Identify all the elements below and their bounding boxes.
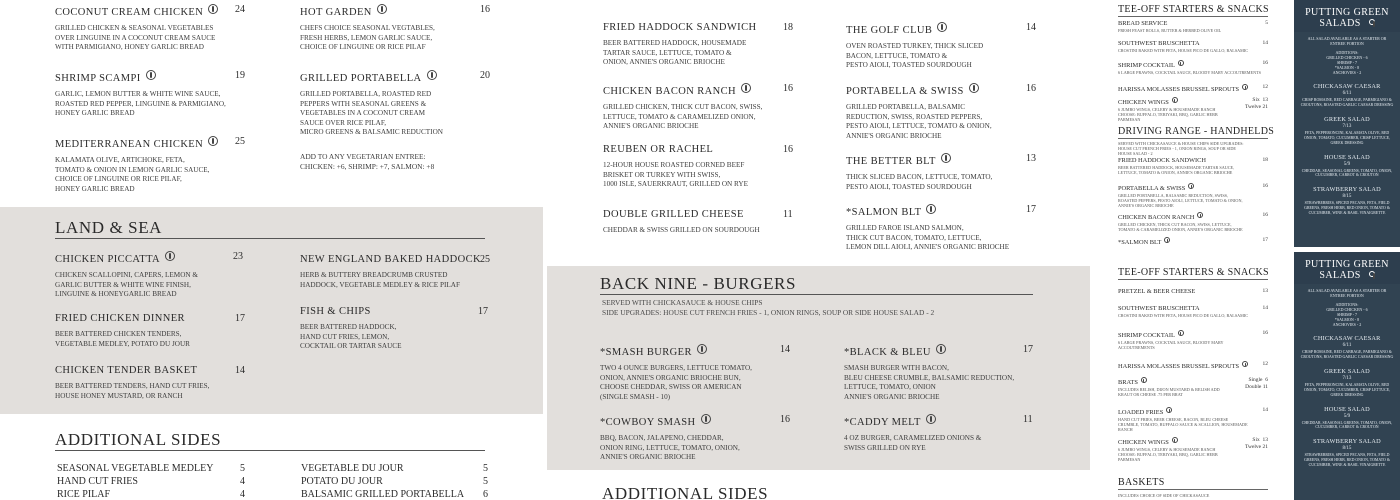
- side-item: SEASONAL VEGETABLE MEDLEY 5: [57, 463, 245, 474]
- menu-item: SOUTHWEST BRUSCHETTA 14 CROSTINI BAKED WITH FETA, HOUSE PICO DE GALLO, BALSAMIC: [1118, 40, 1268, 53]
- vegetarian-icon: [937, 22, 947, 32]
- section-rule: [55, 238, 485, 239]
- item-desc: GRILLED PORTABELLA, BALSAMIC REDUCTION, SWISS, ROASTED PEPPERS, PESTO AIOLI, LETTUCE, TOMATO & ONION, ANNIE'S ORGANIC BRIOCHE: [846, 103, 992, 140]
- menu-page-thumbnail-salads: [1294, 0, 1400, 500]
- menu-item: HARISSA MOLASSES BRUSSEL SPROUTS 12: [1118, 361, 1268, 370]
- menu-item: MEDITERRANEAN CHICKEN 25 KALAMATA OLIVE, ARTICHOKE, FETA, TOMATO & ONION IN LEMON GARLIC SAUCE, CHOICE OF LINGUINE OR RICE PILAF, HONEY GARLIC BREAD: [55, 136, 245, 193]
- menu-item: *CADDY MELT 11 4 OZ BURGER, CARAMELIZED ONIONS & SWISS GRILLED ON RYE: [844, 414, 1039, 453]
- vegetarian-icon: [1242, 84, 1248, 90]
- menu-item: FRIED HADDOCK SANDWICH 18 BEER BATTERED HADDOCK, HOUSEMADE TARTAR SAUCE, LETTUCE, TOMATO & ONION, ANNIE'S ORGANIC BRIOCHE: [603, 22, 798, 68]
- vegetarian-icon: [926, 204, 936, 214]
- menu-page-entrees: [0, 0, 543, 500]
- menu-item: CHICKEN BACON RANCH 16 GRILLED CHICKEN, THICK CUT BACON, SWISS, LETTUCE, TOMATO & CARAMELIZED ONION, ANNIE'S ORGANIC BRIOCHE: [603, 83, 798, 132]
- item-price: 17: [1026, 204, 1036, 215]
- side-item: POTATO DU JOUR 5: [301, 476, 488, 487]
- menu-item: COCONUT CREAM CHICKEN 24 GRILLED CHICKEN & SEASONAL VEGETABLES OVER LINGUINE IN A COCONUT CREAM SAUCE WITH PARMIGIANO, HONEY GARLIC BREAD: [55, 4, 245, 52]
- item-desc: BEER BATTERED TENDERS, HAND CUT FRIES, HOUSE HONEY MUSTARD, OR RANCH: [55, 382, 210, 400]
- menu-item: SHRIMP COCKTAIL 16 6 LARGE PRAWNS, COCKTAIL SAUCE, BLOODY MARY ACCOUTREMENTS: [1118, 330, 1268, 351]
- item-price: 25: [235, 136, 245, 147]
- section-title-land-sea: LAND & SEA: [55, 218, 163, 237]
- item-price: 16: [783, 83, 793, 94]
- vegetarian-icon: [1197, 212, 1203, 218]
- item-desc: CHEDDAR & SWISS GRILLED ON SOURDOUGH: [603, 226, 760, 234]
- item-desc: CHEFS CHOICE SEASONAL VEGTABLES, FRESH HERBS, LEMON GARLIC SAUCE, CHOICE OF LINGUINE OR RICE PILAF: [300, 24, 435, 52]
- vegetarian-icon: [427, 70, 437, 80]
- item-desc: GARLIC, LEMON BUTTER & WHITE WINE SAUCE, ROASTED RED PEPPER, LINGUINE & PARMIGIANO, HONEY GARLIC BREAD: [55, 90, 226, 118]
- menu-item: *COWBOY SMASH 16 BBQ, BACON, JALAPENO, CHEDDAR, ONION RING, LETTUCE, TOMATO, ONION, ANNIE'S ORGANIC BRIOCHE: [600, 414, 795, 463]
- vegetarian-icon: [741, 83, 751, 93]
- menu-item: HARISSA MOLASSES BRUSSEL SPROUTS 12: [1118, 84, 1268, 93]
- menu-item: THE GOLF CLUB 14 OVEN ROASTED TURKEY, THICK SLICED BACON, LETTUCE, TOMATO & PESTO AIOLI, TOASTED SOURDOUGH: [846, 22, 1041, 71]
- menu-page-handhelds: [547, 0, 1090, 500]
- burgers-subtitle: SERVED WITH CHICKASAUCE & HOUSE CHIPS SIDE UPGRADES: HOUSE CUT FRENCH FRIES - 1, ONION RINGS, SOUP OR SIDE HOUSE SALAD - 2: [602, 298, 935, 317]
- section-note: INCLUDES CHOICE OF SIDE OF CHICKASAUCE: [1118, 493, 1210, 498]
- section-title: TEE-OFF STARTERS & SNACKS: [1118, 267, 1269, 278]
- item-desc: CHICKEN SCALLOPINI, CAPERS, LEMON & GARLIC BUTTER & WHITE WINE FINISH, LINGUINE & HONEYGARLIC BREAD: [55, 271, 198, 299]
- section-note: SERVED WITH CHICKASAUCE & HOUSE CHIPS SIDE UPGRADES: HOUSE CUT FRENCH FRIES - 1, ONION RINGS, SOUP OR SIDE HOUSE SALAD - 2: [1118, 141, 1244, 157]
- item-price: 14: [235, 365, 245, 376]
- salad-name: STRAWBERRY SALAD: [1313, 438, 1381, 446]
- item-price: 18: [783, 22, 793, 33]
- item-price: 19: [235, 70, 245, 81]
- vegetarian-icon: [377, 4, 387, 14]
- vegetarian-icon: [165, 251, 175, 261]
- section-title-sides: ADDITIONAL SIDES: [602, 484, 769, 500]
- addon-note: ADD TO ANY VEGETARIAN ENTREE: CHICKEN: +6, SHRIMP: +7, SALMON: +8: [300, 152, 435, 171]
- salads-panel: ALL SALAD AVAILABLE AS A STARTER OR ENTREE PORTION ADDITIONS: GRILLED CHICKEN - 6 SHRIMP - 7 *SALMON - 8 ANCHOVIES - 2 CHICKASAW CAESAR 6/11 CRISP ROMAINE, RED CABBAGE, PARMIGIANO & CROUTONS, ROASTED GARLIC CAESAR DRESSING GREEK SALAD 7/13 FETA, PEPPERONCINI, KALAMATA OLIVE, RED ONION, TOMATO, CUCUMBER, CRISP LETTUCE, GREEK DRESSING HOUSE SALAD 5/9 CHEDDAR, SEASONAL GREENS, TOMATO, ONION, CUCUMBER, CARROT & CROUTON STRAWBERRY SALAD 8/15 STRAWBERRIES, SPICED PECANS, FETA, FIELD GREENS, FRESH HERB, RED ONION, TOMATO & CUCUMBER, WINE & BASIL VINAIGRETTE: [1294, 32, 1400, 247]
- item-desc: KALAMATA OLIVE, ARTICHOKE, FETA, TOMATO & ONION IN LEMON GARLIC SAUCE, CHOICE OF LINGUINE OR RICE PILAF, HONEY GARLIC BREAD: [55, 156, 210, 193]
- menu-item: CHICKEN WINGS Six 13 Twelve 21 6 JUMBO WINGS, CELERY & HOUSEMADE RANCH CHOOSE: BUFFALO, TERIYAKI, BBQ, GARLIC HERB PARMESAN: [1118, 437, 1268, 463]
- item-desc: THICK SLICED BACON, LETTUCE, TOMATO, PESTO AIOLI, TOASTED SOURDOUGH: [846, 173, 993, 191]
- salad-name: CHICKASAW CAESAR: [1313, 335, 1381, 342]
- item-price: 16: [780, 414, 790, 425]
- item-price: 23: [233, 251, 243, 262]
- menu-item: BRATS Single 6 Double 11 INCLUDES RELISH, DIJON MUSTARD & RELISH ADD KRAUT OR CHEESE .75 PER BRAT: [1118, 377, 1268, 398]
- menu-item: GRILLED PORTABELLA 20 GRILLED PORTABELLA, ROASTED RED PEPPERS WITH SEASONAL GREENS & VEGETABLES IN A COCONUT CREAM SAUCE OVER RICE PILAF, MICRO GREENS & BALSAMIC REDUCTION: [300, 70, 490, 137]
- salads-panel: ALL SALAD AVAILABLE AS A STARTER OR ENTREE PORTION ADDITIONS: GRILLED CHICKEN - 6 SHRIMP - 7 *SALMON - 8 ANCHOVIES - 2 CHICKASAW CAESAR 6/11 CRISP ROMAINE, RED CABBAGE, PARMIGIANO & CROUTONS, ROASTED GARLIC CAESAR DRESSING GREEK SALAD 7/13 FETA, PEPPERONCINI, KALAMATA OLIVE, RED ONION, TOMATO, CUCUMBER, CRISP LETTUCE, GREEK DRESSING HOUSE SALAD 5/9 CHEDDAR, SEASONAL GREENS, TOMATO, ONION, CUCUMBER, CARROT & CROUTON STRAWBERRY SALAD 8/15 STRAWBERRIES, SPICED PECANS, FETA, FIELD GREENS, FRESH HERB, RED ONION, TOMATO & CUCUMBER, WINE & BASIL VINAIGRETTE: [1294, 284, 1400, 500]
- item-price: 13: [1026, 153, 1036, 164]
- item-desc: 12-HOUR HOUSE ROASTED CORNED BEEF BRISKET OR TURKEY WITH SWISS, 1000 ISLE, SAUERKRAUT, GRILLED ON RYE: [603, 161, 749, 189]
- item-price: 16: [1026, 83, 1036, 94]
- menu-item: *BLACK & BLEU 17 SMASH BURGER WITH BACON, BLEU CHEESE CRUMBLE, BALSAMIC REDUCTION, LETTUCE, TOMATO, ONION ANNIE'S ORGANIC BRIOCHE: [844, 344, 1039, 402]
- item-price: 24: [235, 4, 245, 15]
- salad-name: STRAWBERRY SALAD: [1313, 186, 1381, 194]
- section-rule: [1118, 138, 1268, 139]
- menu-item: FRIED HADDOCK SANDWICH 18 BEER BATTERED HADDOCK, HOUSEMADE TARTAR SAUCE, LETTUCE, TOMATO & ONION, ANNIE'S ORGANIC BRIOCHE: [1118, 157, 1268, 176]
- menu-item: CHICKEN PICCATTA 23 CHICKEN SCALLOPINI, CAPERS, LEMON & GARLIC BUTTER & WHITE WINE FINISH, LINGUINE & HONEYGARLIC BREAD: [55, 251, 243, 299]
- vegetarian-icon: [208, 136, 218, 146]
- menu-item: FRIED CHICKEN DINNER 17 BEER BATTERED CHICKEN TENDERS, VEGETABLE MEDLEY, POTATO DU JOUR: [55, 313, 245, 348]
- menu-item: *SALMON BLT 17 GRILLED FAROE ISLAND SALMON, THICK CUT BACON, TOMATO, LETTUCE, LEMON DILL AIOLI, ANNIE'S ORGANIC BRIOCHE: [846, 204, 1041, 253]
- item-desc: BBQ, BACON, JALAPENO, CHEDDAR, ONION RING, LETTUCE, TOMATO, ONION, ANNIE'S ORGANIC BRIOCHE: [600, 434, 740, 462]
- menu-item: BREAD SERVICE 5 FRESH FEAST ROLLS, BUTTER & HERBED OLIVE OIL: [1118, 20, 1268, 33]
- vegetarian-icon: [926, 414, 936, 424]
- item-price: 16: [480, 4, 490, 15]
- menu-item: REUBEN OR RACHEL 16 12-HOUR HOUSE ROASTED CORNED BEEF BRISKET OR TURKEY WITH SWISS, 1000 ISLE, SAUERKRAUT, GRILLED ON RYE: [603, 144, 798, 190]
- salad-name: GREEK SALAD: [1324, 115, 1370, 123]
- vegetarian-icon: [1369, 271, 1375, 277]
- vegetarian-icon: [941, 153, 951, 163]
- item-price: 17: [478, 306, 488, 317]
- vegetarian-icon: [697, 344, 707, 354]
- menu-item: PORTABELLA & SWISS 16 GRILLED PORTABELLA, BALSAMIC REDUCTION, SWISS, ROASTED PEPPERS, PESTO AIOLI, LETTUCE, TOMATO & ONION, ANNIE'S ORGANIC BRIOCHE: [1118, 183, 1268, 209]
- vegetarian-icon: [146, 70, 156, 80]
- salad-name: HOUSE SALAD: [1324, 153, 1370, 161]
- section-title: DRIVING RANGE - HANDHELDS: [1118, 126, 1275, 137]
- item-price: 17: [1023, 344, 1033, 355]
- menu-item: HOT GARDEN 16 CHEFS CHOICE SEASONAL VEGTABLES, FRESH HERBS, LEMON GARLIC SAUCE, CHOICE OF LINGUINE OR RICE PILAF: [300, 4, 490, 52]
- item-price: 14: [1026, 22, 1036, 33]
- vegetarian-icon: [1242, 361, 1248, 367]
- menu-item: CHICKEN WINGS Six 13 Twelve 21 6 JUMBO WINGS, CELERY & HOUSEMADE RANCH CHOOSE: BUFFALO, TERIYAKI, BBQ, GARLIC HERB PARMESAN: [1118, 97, 1268, 123]
- item-price: 17: [235, 313, 245, 324]
- menu-item: NEW ENGLAND BAKED HADDOCK 25 HERB & BUTTERY BREADCRUMB CRUSTED HADDOCK, VEGETABLE MEDLEY & RICE PILAF: [300, 254, 490, 289]
- side-item: VEGETABLE DU JOUR 5: [301, 463, 488, 474]
- section-title-burgers: BACK NINE - BURGERS: [600, 274, 797, 293]
- item-price: 11: [1023, 414, 1033, 425]
- salads-header: PUTTING GREEN SALADS: [1294, 252, 1400, 292]
- vegetarian-icon: [701, 414, 711, 424]
- vegetarian-icon: [1369, 19, 1375, 25]
- menu-item: DOUBLE GRILLED CHEESE 11 CHEDDAR & SWISS GRILLED ON SOURDOUGH: [603, 209, 798, 236]
- menu-item: SHRIMP COCKTAIL 16 6 LARGE PRAWNS, COCKTAIL SAUCE, BLOODY MARY ACCOUTREMENTS: [1118, 60, 1268, 75]
- section-rule: [600, 294, 1033, 295]
- item-desc: 4 OZ BURGER, CARAMELIZED ONIONS & SWISS GRILLED ON RYE: [844, 434, 982, 452]
- salad-name: CHICKASAW CAESAR: [1313, 83, 1381, 90]
- vegetarian-icon: [1188, 183, 1194, 189]
- menu-item: PORTABELLA & SWISS 16 GRILLED PORTABELLA, BALSAMIC REDUCTION, SWISS, ROASTED PEPPERS, PESTO AIOLI, LETTUCE, TOMATO & ONION, ANNIE'S ORGANIC BRIOCHE: [846, 83, 1041, 141]
- salad-name: GREEK SALAD: [1324, 367, 1370, 375]
- item-price: 16: [783, 144, 793, 155]
- menu-item: CHICKEN BACON RANCH 16 GRILLED CHICKEN, THICK CUT BACON, SWISS, LETTUCE, TOMATO & CARAMELIZED ONION, ANNIE'S ORGANIC BRIOCHE: [1118, 212, 1268, 233]
- vegetarian-icon: [1172, 437, 1178, 443]
- salad-name: HOUSE SALAD: [1324, 405, 1370, 413]
- section-rule: [1118, 16, 1268, 17]
- vegetarian-icon: [1178, 330, 1184, 336]
- menu-item: FISH & CHIPS 17 BEER BATTERED HADDOCK, HAND CUT FRIES, LEMON, COCKTAIL OR TARTAR SAUCE: [300, 306, 488, 351]
- vegetarian-icon: [1164, 237, 1170, 243]
- menu-item: LOADED FRIES 14 HAND CUT FRIES, BEER CHEESE, BACON, BLEU CHEESE CRUMBLE, TOMATO, BUFFALO SAUCE & SCALLION, HOUSEMADE RANCH: [1118, 407, 1268, 433]
- menu-item: THE BETTER BLT 13 THICK SLICED BACON, LETTUCE, TOMATO, PESTO AIOLI, TOASTED SOURDOUGH: [846, 153, 1041, 192]
- item-desc: GRILLED FAROE ISLAND SALMON, THICK CUT BACON, TOMATO, LETTUCE, LEMON DILL AIOLI, ANNIE'S ORGANIC BRIOCHE: [846, 224, 1010, 252]
- side-item: RICE PILAF 4: [57, 489, 245, 500]
- item-desc: GRILLED CHICKEN & SEASONAL VEGETABLES OVER LINGUINE IN A COCONUT CREAM SAUCE WITH PARMIGIANO, HONEY GARLIC BREAD: [55, 24, 216, 52]
- vegetarian-icon: [969, 83, 979, 93]
- item-desc: BEER BATTERED HADDOCK, HAND CUT FRIES, LEMON, COCKTAIL OR TARTAR SAUCE: [300, 323, 402, 351]
- menu-item: CHICKEN TENDER BASKET 14 BEER BATTERED TENDERS, HAND CUT FRIES, HOUSE HONEY MUSTARD, OR RANCH: [55, 365, 245, 400]
- item-desc: SMASH BURGER WITH BACON, BLEU CHEESE CRUMBLE, BALSAMIC REDUCTION, LETTUCE, TOMATO, ONION ANNIE'S ORGANIC BRIOCHE: [844, 364, 1015, 401]
- section-title-sides: ADDITIONAL SIDES: [55, 430, 222, 449]
- menu-item: SOUTHWEST BRUSCHETTA 14 CROSTINI BAKED WITH FETA, HOUSE PICO DE GALLO, BALSAMIC: [1118, 305, 1268, 318]
- item-desc: GRILLED CHICKEN, THICK CUT BACON, SWISS, LETTUCE, TOMATO & CARAMELIZED ONION, ANNIE'S ORGANIC BRIOCHE: [603, 103, 763, 131]
- section-rule: [1118, 279, 1268, 280]
- vegetarian-icon: [936, 344, 946, 354]
- salads-header: PUTTING GREEN SALADS: [1294, 0, 1400, 40]
- menu-page-thumbnail-starters: [1112, 0, 1292, 500]
- vegetarian-icon: [1141, 377, 1147, 383]
- item-desc: TWO 4 OUNCE BURGERS, LETTUCE TOMATO, ONION, ANNIE'S ORGANIC BRIOCHE BUN, CHOOSE CHEDDAR, SWISS OR AMERICAN (SINGLE SMASH - 10): [600, 364, 752, 401]
- vegetarian-icon: [1178, 60, 1184, 66]
- section-title: BASKETS: [1118, 477, 1165, 488]
- vegetarian-icon: [208, 4, 218, 14]
- vegetarian-icon: [1166, 407, 1172, 413]
- menu-item: SHRIMP SCAMPI 19 GARLIC, LEMON BUTTER & WHITE WINE SAUCE, ROASTED RED PEPPER, LINGUINE & PARMIGIANO, HONEY GARLIC BREAD: [55, 70, 245, 118]
- item-desc: HERB & BUTTERY BREADCRUMB CRUSTED HADDOCK, VEGETABLE MEDLEY & RICE PILAF: [300, 271, 460, 289]
- menu-item: PRETZEL & BEER CHEESE 13: [1118, 288, 1268, 295]
- section-rule: [55, 450, 485, 451]
- item-desc: OVEN ROASTED TURKEY, THICK SLICED BACON, LETTUCE, TOMATO & PESTO AIOLI, TOASTED SOURDOUGH: [846, 42, 984, 70]
- side-item: BALSAMIC GRILLED PORTABELLA 6: [301, 489, 488, 500]
- item-desc: BEER BATTERED HADDOCK, HOUSEMADE TARTAR SAUCE, LETTUCE, TOMATO & ONION, ANNIE'S ORGANIC BRIOCHE: [603, 39, 747, 67]
- item-price: 11: [783, 209, 793, 220]
- menu-item: *SALMON BLT 17: [1118, 237, 1268, 246]
- menu-item: *SMASH BURGER 14 TWO 4 OUNCE BURGERS, LETTUCE TOMATO, ONION, ANNIE'S ORGANIC BRIOCHE BUN, CHOOSE CHEDDAR, SWISS OR AMERICAN (SINGLE SMASH - 10): [600, 344, 795, 402]
- item-desc: GRILLED PORTABELLA, ROASTED RED PEPPERS WITH SEASONAL GREENS & VEGETABLES IN A COCONUT CREAM SAUCE OVER RICE PILAF, MICRO GREENS & BALSAMIC REDUCTION: [300, 90, 443, 137]
- side-item: HAND CUT FRIES 4: [57, 476, 245, 487]
- item-desc: BEER BATTERED CHICKEN TENDERS, VEGETABLE MEDLEY, POTATO DU JOUR: [55, 330, 190, 348]
- item-price: 20: [480, 70, 490, 81]
- section-rule: [1118, 489, 1268, 490]
- section-title: TEE-OFF STARTERS & SNACKS: [1118, 4, 1269, 15]
- item-price: 14: [780, 344, 790, 355]
- item-price: 25: [480, 254, 490, 265]
- vegetarian-icon: [1172, 97, 1178, 103]
